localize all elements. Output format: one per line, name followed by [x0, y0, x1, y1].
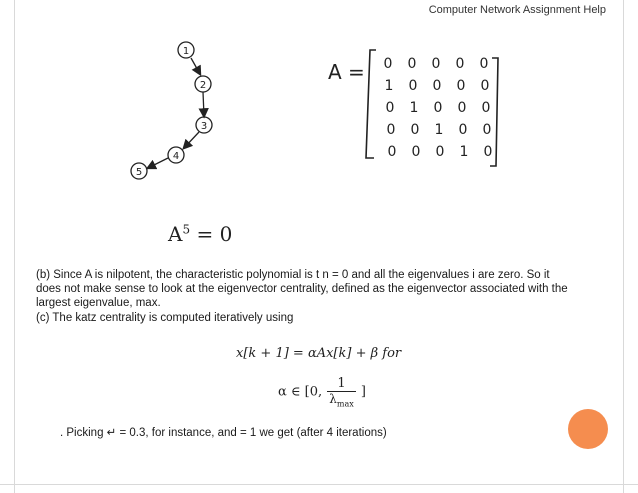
alpha-fraction	[327, 376, 355, 408]
matrix-cell: 1	[434, 122, 444, 138]
orange-circle-decoration	[568, 409, 608, 449]
edge-4-5	[148, 158, 168, 168]
alpha-range-equation	[278, 376, 366, 408]
matrix-cell: 0	[383, 56, 393, 72]
graph-node-5	[131, 163, 147, 179]
matrix-cell: 0	[386, 122, 396, 138]
matrix-cell: 0	[435, 144, 445, 160]
matrix-cell: 1	[384, 78, 394, 94]
lambda-subscript: max	[336, 399, 354, 409]
matrix-cell: 0	[479, 56, 489, 72]
power-base: A	[168, 222, 183, 246]
matrix-grid	[364, 46, 504, 168]
edge-1-2	[191, 58, 200, 74]
katz-equation: x[k + 1] = αAx[k] + β for	[236, 346, 402, 361]
fraction-numerator: 1	[327, 376, 355, 392]
matrix-label: A =	[328, 60, 365, 84]
matrix-cell: 0	[407, 56, 417, 72]
matrix-cell: 1	[459, 144, 469, 160]
matrix-cell: 0	[483, 144, 493, 160]
edge-2-3	[203, 92, 204, 116]
matrix-cell: 0	[481, 100, 491, 116]
graph-node-4	[168, 147, 184, 163]
right-border-line	[623, 0, 624, 493]
bottom-border-line	[0, 484, 638, 485]
matrix-cell: 0	[455, 56, 465, 72]
left-border-line	[14, 0, 15, 493]
graph-node-2-label: 2	[199, 80, 207, 91]
lambda-symbol: λ	[329, 392, 337, 406]
chain-graph	[110, 36, 230, 186]
adjacency-matrix	[328, 46, 508, 176]
nilpotent-power	[168, 222, 232, 246]
matrix-cell: 0	[458, 122, 468, 138]
fraction-denominator	[327, 392, 355, 408]
matrix-left-bracket	[366, 50, 376, 158]
alpha-range-prefix: α ∈ [0,	[278, 384, 323, 400]
matrix-cell: 0	[387, 144, 397, 160]
matrix-cell: 0	[431, 56, 441, 72]
matrix-cell: 0	[432, 78, 442, 94]
matrix-cell: 0	[433, 100, 443, 116]
matrix-cell: 0	[408, 78, 418, 94]
paragraph-c: (c) The katz centrality is computed iteratively using	[36, 312, 294, 324]
graph-node-3	[196, 117, 212, 133]
graph-node-2	[195, 76, 211, 92]
matrix-cell: 0	[385, 100, 395, 116]
alpha-range-suffix: ]	[360, 384, 366, 400]
matrix-cell: 0	[410, 122, 420, 138]
power-rhs: = 0	[196, 222, 233, 246]
graph-node-1-label: 1	[182, 46, 190, 57]
picking-text: . Picking ↵ = 0.3, for instance, and = 1 we get (after 4 iterations)	[60, 427, 387, 439]
power-exponent: 5	[182, 222, 191, 237]
matrix-cell: 1	[409, 100, 419, 116]
graph-node-4-label: 4	[172, 151, 180, 162]
matrix-cell: 0	[411, 144, 421, 160]
matrix-cell: 0	[482, 122, 492, 138]
graph-node-5-label: 5	[135, 167, 143, 178]
paragraph-b: (b) Since A is nilpotent, the characteristic polynomial is t n = 0 and all the eigenvalues i are zero. So it does not make sense to look at the eigenvector centrality, defined as the eigenvector associated with the largest eigenvalue, max.	[36, 269, 568, 309]
matrix-cell: 0	[457, 100, 467, 116]
matrix-cell: 0	[480, 78, 490, 94]
edge-3-4	[184, 132, 199, 148]
matrix-cell: 0	[456, 78, 466, 94]
header-label: Computer Network Assignment Help	[428, 4, 606, 16]
graph-node-1	[178, 42, 194, 58]
graph-node-3-label: 3	[200, 121, 208, 132]
